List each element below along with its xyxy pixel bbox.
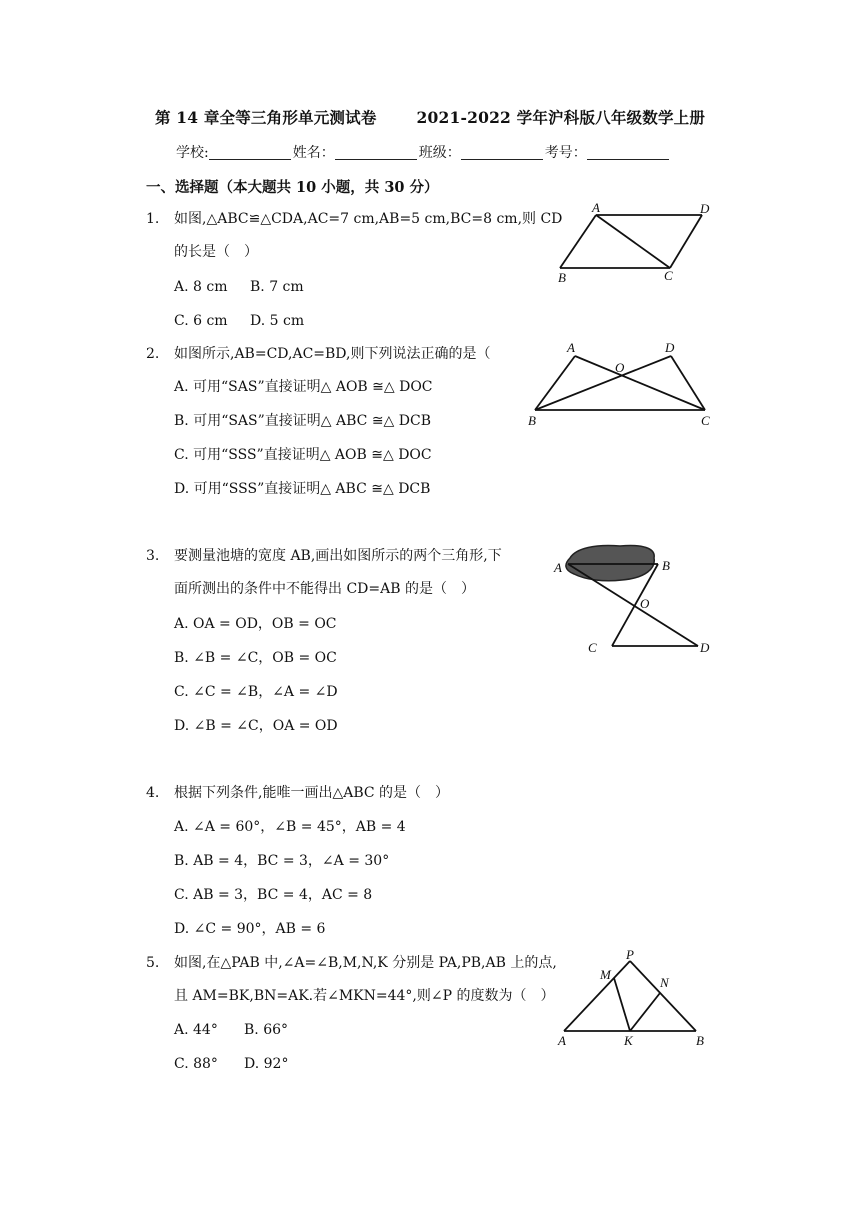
student-info-row	[176, 142, 671, 162]
question-2-option-c[interactable]: C. 可用“SSS”直接证明△ AOB ≅△ DOC	[174, 447, 432, 463]
fig5-label-k: K	[624, 1033, 633, 1048]
fig5-label-a: A	[558, 1033, 566, 1048]
field-school-blank[interactable]	[209, 145, 291, 160]
question-3-stem-line-2: 面所测出的条件中不能得出 CD=AB 的是（ ）	[174, 581, 475, 597]
question-5-stem-line-1: 如图,在△PAB 中,∠A=∠B,M,N,K 分别是 PA,PB,AB 上的点,	[174, 955, 557, 971]
fig2-label-b: B	[528, 413, 536, 428]
fig2-label-d: D	[665, 340, 675, 355]
field-name-label: 姓名：	[292, 145, 335, 161]
question-3-figure	[550, 538, 720, 662]
question-1-number: 1.	[146, 211, 160, 227]
question-4-stem: 根据下列条件,能唯一画出△ABC 的是（ ）	[174, 785, 450, 801]
question-3-option-c[interactable]: C. ∠C = ∠B，∠A = ∠D	[174, 684, 338, 700]
question-5-option-c[interactable]: C. 88°	[174, 1056, 218, 1072]
question-1-option-b[interactable]: B. 7 cm	[250, 279, 304, 295]
question-3-number: 3.	[146, 548, 160, 564]
fig1-label-b: B	[558, 270, 566, 285]
question-3-option-a[interactable]: A. OA = OD，OB = OC	[174, 616, 337, 632]
fig2-label-a: A	[567, 340, 575, 355]
question-4-option-d[interactable]: D. ∠C = 90°，AB = 6	[174, 921, 326, 937]
question-2-figure	[525, 338, 720, 430]
question-5-figure	[550, 945, 720, 1051]
question-5-option-a[interactable]: A. 44°	[174, 1022, 218, 1038]
fig5-label-n: N	[660, 975, 669, 990]
field-class-blank[interactable]	[461, 145, 543, 160]
question-2-option-b[interactable]: B. 可用“SAS”直接证明△ ABC ≅△ DCB	[174, 413, 432, 429]
question-4-option-c[interactable]: C. AB = 3，BC = 4，AC = 8	[174, 887, 373, 903]
question-1-figure	[550, 198, 720, 288]
question-4-option-a[interactable]: A. ∠A = 60°，∠B = 45°，AB = 4	[174, 819, 406, 835]
fig3-label-b: B	[662, 558, 670, 573]
fig1-label-a: A	[592, 200, 600, 215]
question-2-stem: 如图所示,AB=CD,AC=BD,则下列说法正确的是（	[174, 346, 491, 362]
fig2-label-o: O	[615, 360, 625, 375]
question-1-stem-line-2: 的长是（ ）	[174, 244, 258, 260]
question-2-number: 2.	[146, 346, 160, 362]
field-class-label: 班级：	[418, 145, 461, 161]
question-4-number: 4.	[146, 785, 160, 801]
field-id-label: 考号：	[544, 145, 587, 161]
question-3-option-b[interactable]: B. ∠B = ∠C，OB = OC	[174, 650, 337, 666]
fig3-label-o: O	[640, 596, 650, 611]
fig3-label-d: D	[700, 640, 710, 655]
fig5-label-b: B	[696, 1033, 704, 1048]
fig3-label-a: A	[554, 560, 562, 575]
field-school-label: 学校:	[176, 145, 209, 161]
question-3-option-d[interactable]: D. ∠B = ∠C，OA = OD	[174, 718, 338, 734]
field-name-blank[interactable]	[335, 145, 417, 160]
question-1-stem-line-1: 如图,△ABC≌△CDA,AC=7 cm,AB=5 cm,BC=8 cm,则 CD	[174, 211, 563, 227]
question-5-number: 5.	[146, 955, 160, 971]
title-grade: 2021-2022 学年沪科版八年级数学上册	[416, 108, 706, 127]
fig5-label-m: M	[600, 967, 611, 982]
page-title	[0, 106, 860, 128]
fig2-label-c: C	[701, 413, 710, 428]
question-2-option-a[interactable]: A. 可用“SAS”直接证明△ AOB ≅△ DOC	[174, 379, 433, 395]
question-5-option-d[interactable]: D. 92°	[244, 1056, 289, 1072]
fig3-label-c: C	[588, 640, 597, 655]
question-2-option-d[interactable]: D. 可用“SSS”直接证明△ ABC ≅△ DCB	[174, 481, 431, 497]
question-1-option-c[interactable]: C. 6 cm	[174, 313, 228, 329]
question-3-stem-line-1: 要测量池塘的宽度 AB,画出如图所示的两个三角形,下	[174, 548, 502, 564]
question-1-option-d[interactable]: D. 5 cm	[250, 313, 305, 329]
question-5-option-b[interactable]: B. 66°	[244, 1022, 289, 1038]
fig5-label-p: P	[626, 947, 634, 962]
title-chapter: 第 14 章全等三角形单元测试卷	[154, 108, 377, 127]
question-1-option-a[interactable]: A. 8 cm	[174, 279, 228, 295]
section-heading: 一、选择题（本大题共 10 小题，共 30 分）	[146, 179, 439, 196]
fig1-label-c: C	[664, 268, 673, 283]
question-5-stem-line-2: 且 AM=BK,BN=AK.若∠MKN=44°,则∠P 的度数为（ ）	[174, 988, 555, 1004]
question-4-option-b[interactable]: B. AB = 4，BC = 3，∠A = 30°	[174, 853, 390, 869]
field-id-blank[interactable]	[587, 145, 669, 160]
fig1-label-d: D	[700, 201, 710, 216]
